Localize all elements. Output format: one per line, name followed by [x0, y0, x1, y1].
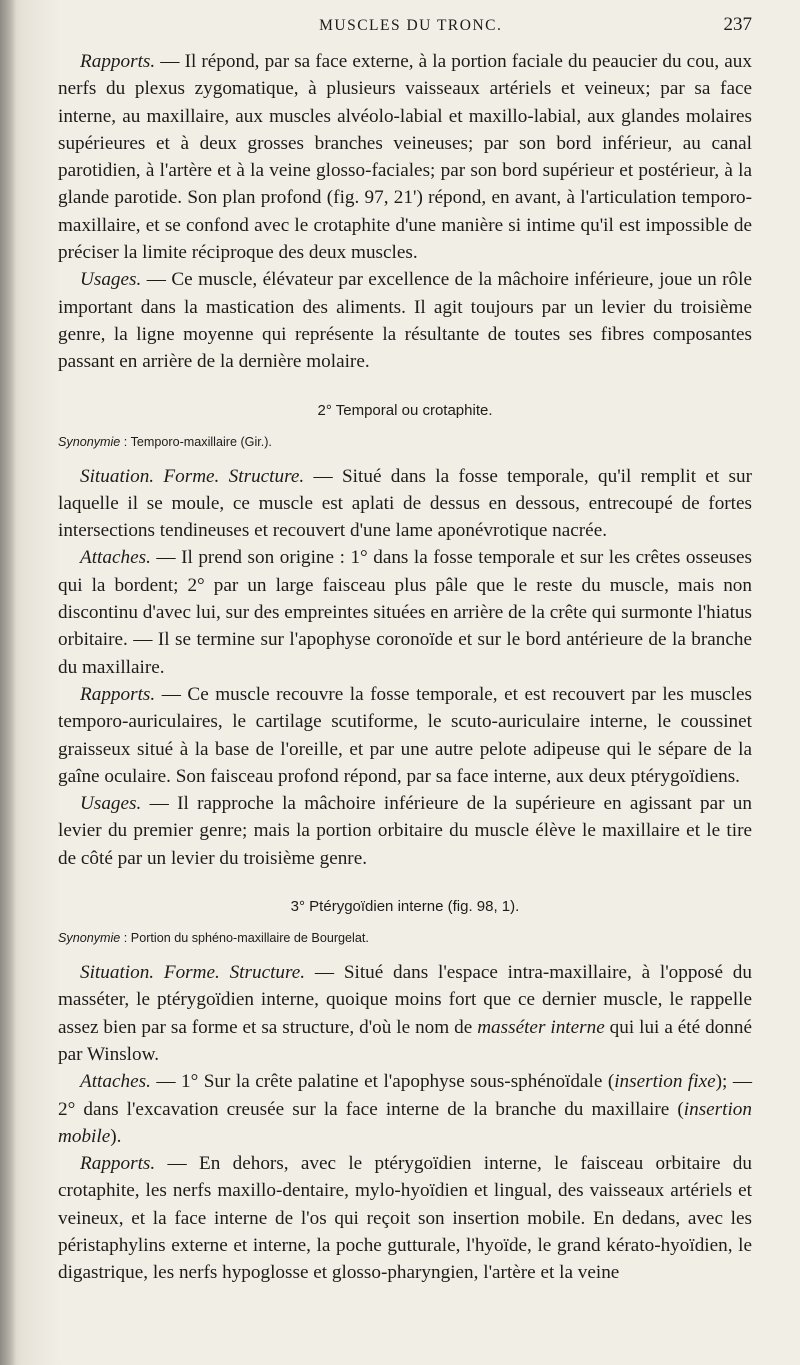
label-situation: Situation. Forme. Structure.: [80, 465, 305, 487]
paragraph-rapports-pterygoidien: [58, 1150, 752, 1286]
text-situation-2: qui lui a été donné par Winslow.: [58, 1016, 752, 1065]
synonymy-temporal: [58, 433, 752, 451]
label-attaches: Attaches.: [80, 547, 151, 569]
section-heading-temporal: 2° Temporal ou crotaphite.: [317, 401, 493, 419]
label-rapports: Rapports.: [80, 1153, 156, 1175]
section-heading-pterygoidien: 3° Ptérygoïdien interne (fig. 98, 1).: [290, 898, 520, 916]
term-insertion-mobile: insertion mobile: [58, 1098, 752, 1147]
text-usages: — Il rapproche la mâchoire inférieure de la supérieure en agissant par un levier du premier genre; mais la portion orbitaire du muscle élève le maxillaire et le tire de côté par un levier du troisième genre.: [58, 793, 752, 869]
synonymy-label: Synonymie: [58, 931, 121, 946]
paragraph-attaches-temporal: [58, 544, 752, 680]
page-number: 237: [723, 14, 752, 35]
label-usages: Usages.: [80, 269, 142, 291]
text-rapports: — En dehors, avec le ptérygoïdien interne, le faisceau orbitaire du crotaphite, les nerfs maxillo-dentaire, mylo-hyoïdien et lingual, des vaisseaux artériels et veineux, et la face interne de l'os qui reçoit son insertion mobile. En dedans, avec les péristaphylins externe et interne, la poche gutturale, l'hyoïde, le grand kérato-hyoïdien, le digastrique, les nerfs hypoglosse et glosso-pharyngien, l'artère et la veine: [58, 1153, 752, 1284]
text-rapports: — Il répond, par sa face externe, à la portion faciale du peaucier du cou, aux nerfs du plexus zygomatique, à plusieurs vaisseaux artériels et veineux; par sa face interne, au maxillaire, aux muscles alvéolo-labial et maxillo-labial, aux glandes molaires supérieures et à deux grosses branches veineuses; par son bord inférieur, au canal parotidien, à l'artère et à la veine glosso-faciales; par son bord supérieur et postérieur, à la glande parotide. Son plan profond (fig. 97, 21') répond, en avant, à l'articulation temporo-maxillaire, et se confond avec le crotaphite d'une manière si intime qu'il est impossible de préciser la limite réciproque des deux muscles.: [58, 51, 752, 264]
text-attaches-2: ); — 2° dans l'excavation creusée sur la face interne de la branche du maxillaire (: [58, 1071, 753, 1120]
paragraph-usages-temporal: [58, 790, 752, 872]
running-head-title: MUSCLES DU TRONC.: [319, 17, 503, 34]
synonymy-text: : Temporo-maxillaire (Gir.).: [120, 434, 272, 449]
running-head: [58, 14, 752, 48]
text-attaches-1: — 1° Sur la crête palatine et l'apophyse sous-sphénoïdale (: [150, 1071, 615, 1093]
synonymy-label: Synonymie: [58, 434, 121, 449]
paragraph-rapports-temporal: [58, 681, 752, 790]
label-attaches: Attaches.: [80, 1071, 151, 1093]
term-masseter-interne: masséter interne: [477, 1016, 605, 1038]
text-attaches: — Il prend son origine : 1° dans la fosse temporale et sur les crêtes osseuses qui la bordent; 2° par un large faisceau plus pâle que le reste du muscle, mais non discontinu d'avec lui, sur des empreintes situées en arrière de la crête qui surmonte l'hiatus orbitaire. — Il se termine sur l'apophyse coronoïde et sur le bord antérieure de la branche du maxillaire.: [58, 547, 752, 678]
book-binding-shadow: [0, 0, 16, 1365]
paragraph-usages-masseter: [58, 266, 752, 375]
text-attaches-3: ).: [110, 1125, 122, 1147]
label-rapports: Rapports.: [80, 51, 156, 72]
text-situation: — Situé dans la fosse temporale, qu'il remplit et sur laquelle il se moule, ce muscle est aplati de dessus en dessous, entrecoupé de fortes intersections tendineuses et recouvert d'une lame aponévrotique nacrée.: [58, 465, 752, 542]
text-situation-1: — Situé dans l'espace intra-maxillaire, à l'opposé du masséter, le ptérygoïdien interne, quoique moins fort que ce dernier muscle, le rappelle assez bien par sa forme et sa structure, d'où le nom de: [58, 962, 752, 1038]
synonymy-pterygoidien: [58, 929, 752, 947]
label-situation: Situation. Forme. Structure.: [80, 962, 306, 984]
paragraph-situation-temporal: [58, 463, 752, 545]
label-rapports: Rapports.: [80, 683, 156, 705]
label-usages: Usages.: [80, 793, 142, 815]
paragraph-situation-pterygoidien: [58, 959, 752, 1068]
text-rapports: — Ce muscle recouvre la fosse temporale, et est recouvert par les muscles temporo-auriculaires, le cartilage scutiforme, le scuto-auriculaire interne, le coussinet graisseux situé à la base de l'oreille, et par une autre pelote adipeuse qui le sépare de la gaîne oculaire. Son faisceau profond répond, par sa face interne, aux deux ptérygoïdiens.: [58, 683, 752, 787]
paragraph-rapports-masseter: [58, 48, 752, 266]
text-usages: — Ce muscle, élévateur par excellence de la mâchoire inférieure, joue un rôle important dans la mastication des aliments. Il agit toujours par un levier du troisième genre, la ligne moyenne qui représente la résultante de toutes ses fibres composantes passant en arrière de la dernière molaire.: [58, 269, 752, 373]
paragraph-attaches-pterygoidien: [58, 1068, 752, 1150]
term-insertion-fixe: insertion fixe: [614, 1071, 716, 1093]
synonymy-text: : Portion du sphéno-maxillaire de Bourgelat.: [120, 931, 369, 946]
